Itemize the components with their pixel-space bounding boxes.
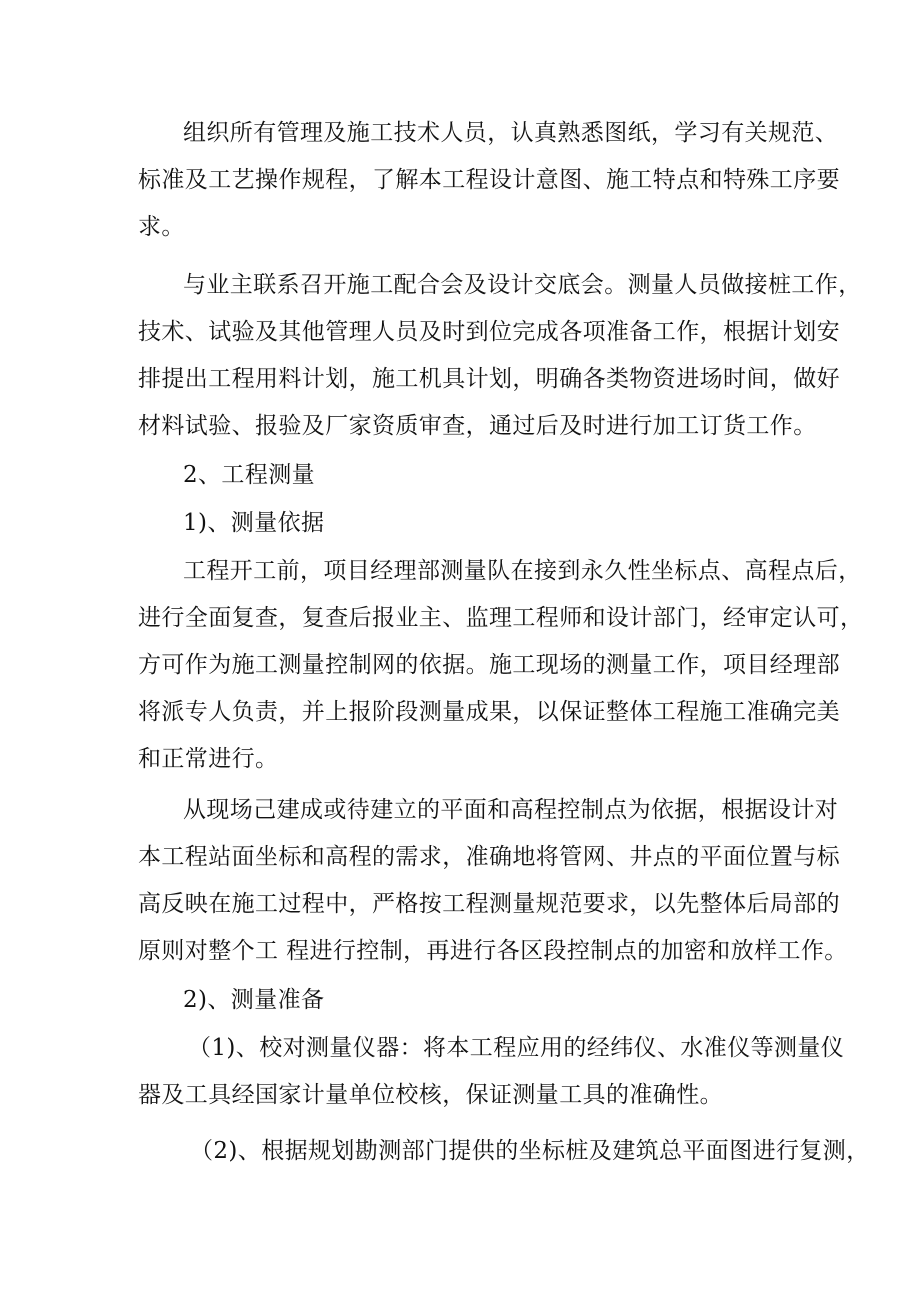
paragraph-line: 和正常进行。 [138, 746, 279, 772]
paragraph-line: 原则对整个工 程进行控制，再进行各区段控制点的加密和放样工作。 [138, 938, 848, 964]
body-text [138, 1025, 845, 1119]
paragraph-line: 工程开工前，项目经理部测量队在接到永久性坐标点、高程点后， [183, 558, 862, 584]
paragraph-line: （2)、根据规划勘测部门提供的坐标桩及建筑总平面图进行复测， [190, 1138, 870, 1164]
subsection-heading [138, 500, 798, 547]
paragraph-line: 从现场己建成或待建立的平面和高程控制点为依据，根据设计对 [183, 797, 839, 823]
paragraph-line: 材料试验、报验及厂家资质审查，通过后及时进行加工订货工作。 [138, 413, 817, 439]
paragraph-line: 与业主联系召开施工配合会及设计交底会。测量人员做接桩工作， [183, 272, 862, 298]
paragraph-line: 技术、试验及其他管理人员及时到位完成各项准备工作，根据计划安 [138, 319, 840, 345]
paragraph-line: 器及工具经国家计量单位校核，保证测量工具的准确性。 [138, 1082, 723, 1108]
heading-line: 2、工程测量 [183, 462, 316, 488]
paragraph-line: 本工程站面坐标和高程的需求，准确地将管网、井点的平面位置与标 [138, 844, 840, 870]
heading-line: 1)、测量依据 [183, 510, 325, 536]
paragraph-line: 组织所有管理及施工技术人员，认真熟悉图纸，学习有关规范、 [183, 120, 839, 146]
body-text [138, 110, 840, 251]
paragraph-line: 高反映在施工过程中，严格按工程测量规范要求，以先整体后局部的 [138, 891, 840, 917]
paragraph-line: 排提出工程用料计划，施工机具计划，明确各类物资进场时间，做好 [138, 366, 840, 392]
paragraph-line: 进行全面复查，复查后报业主、监理工程师和设计部门，经审定认可， [138, 605, 864, 631]
paragraph-line: （1)、校对测量仪器：将本工程应用的经纬仪、水准仪等测量仪 [188, 1035, 845, 1061]
paragraph-line: 标准及工艺操作规程，了解本工程设计意图、施工特点和特殊工序要 [138, 167, 840, 193]
body-text [138, 262, 862, 450]
section-heading [138, 452, 798, 499]
heading-line: 2)、测量准备 [183, 987, 325, 1013]
subsection-heading [138, 977, 798, 1024]
body-text [138, 787, 848, 975]
paragraph-line: 求。 [138, 214, 185, 240]
paragraph-line: 方可作为施工测量控制网的依据。施工现场的测量工作，项目经理部 [138, 652, 840, 678]
body-text [138, 548, 864, 783]
body-text [138, 1128, 870, 1175]
paragraph-line: 将派专人负责，并上报阶段测量成果，以保证整体工程施工准确完美 [138, 699, 840, 725]
